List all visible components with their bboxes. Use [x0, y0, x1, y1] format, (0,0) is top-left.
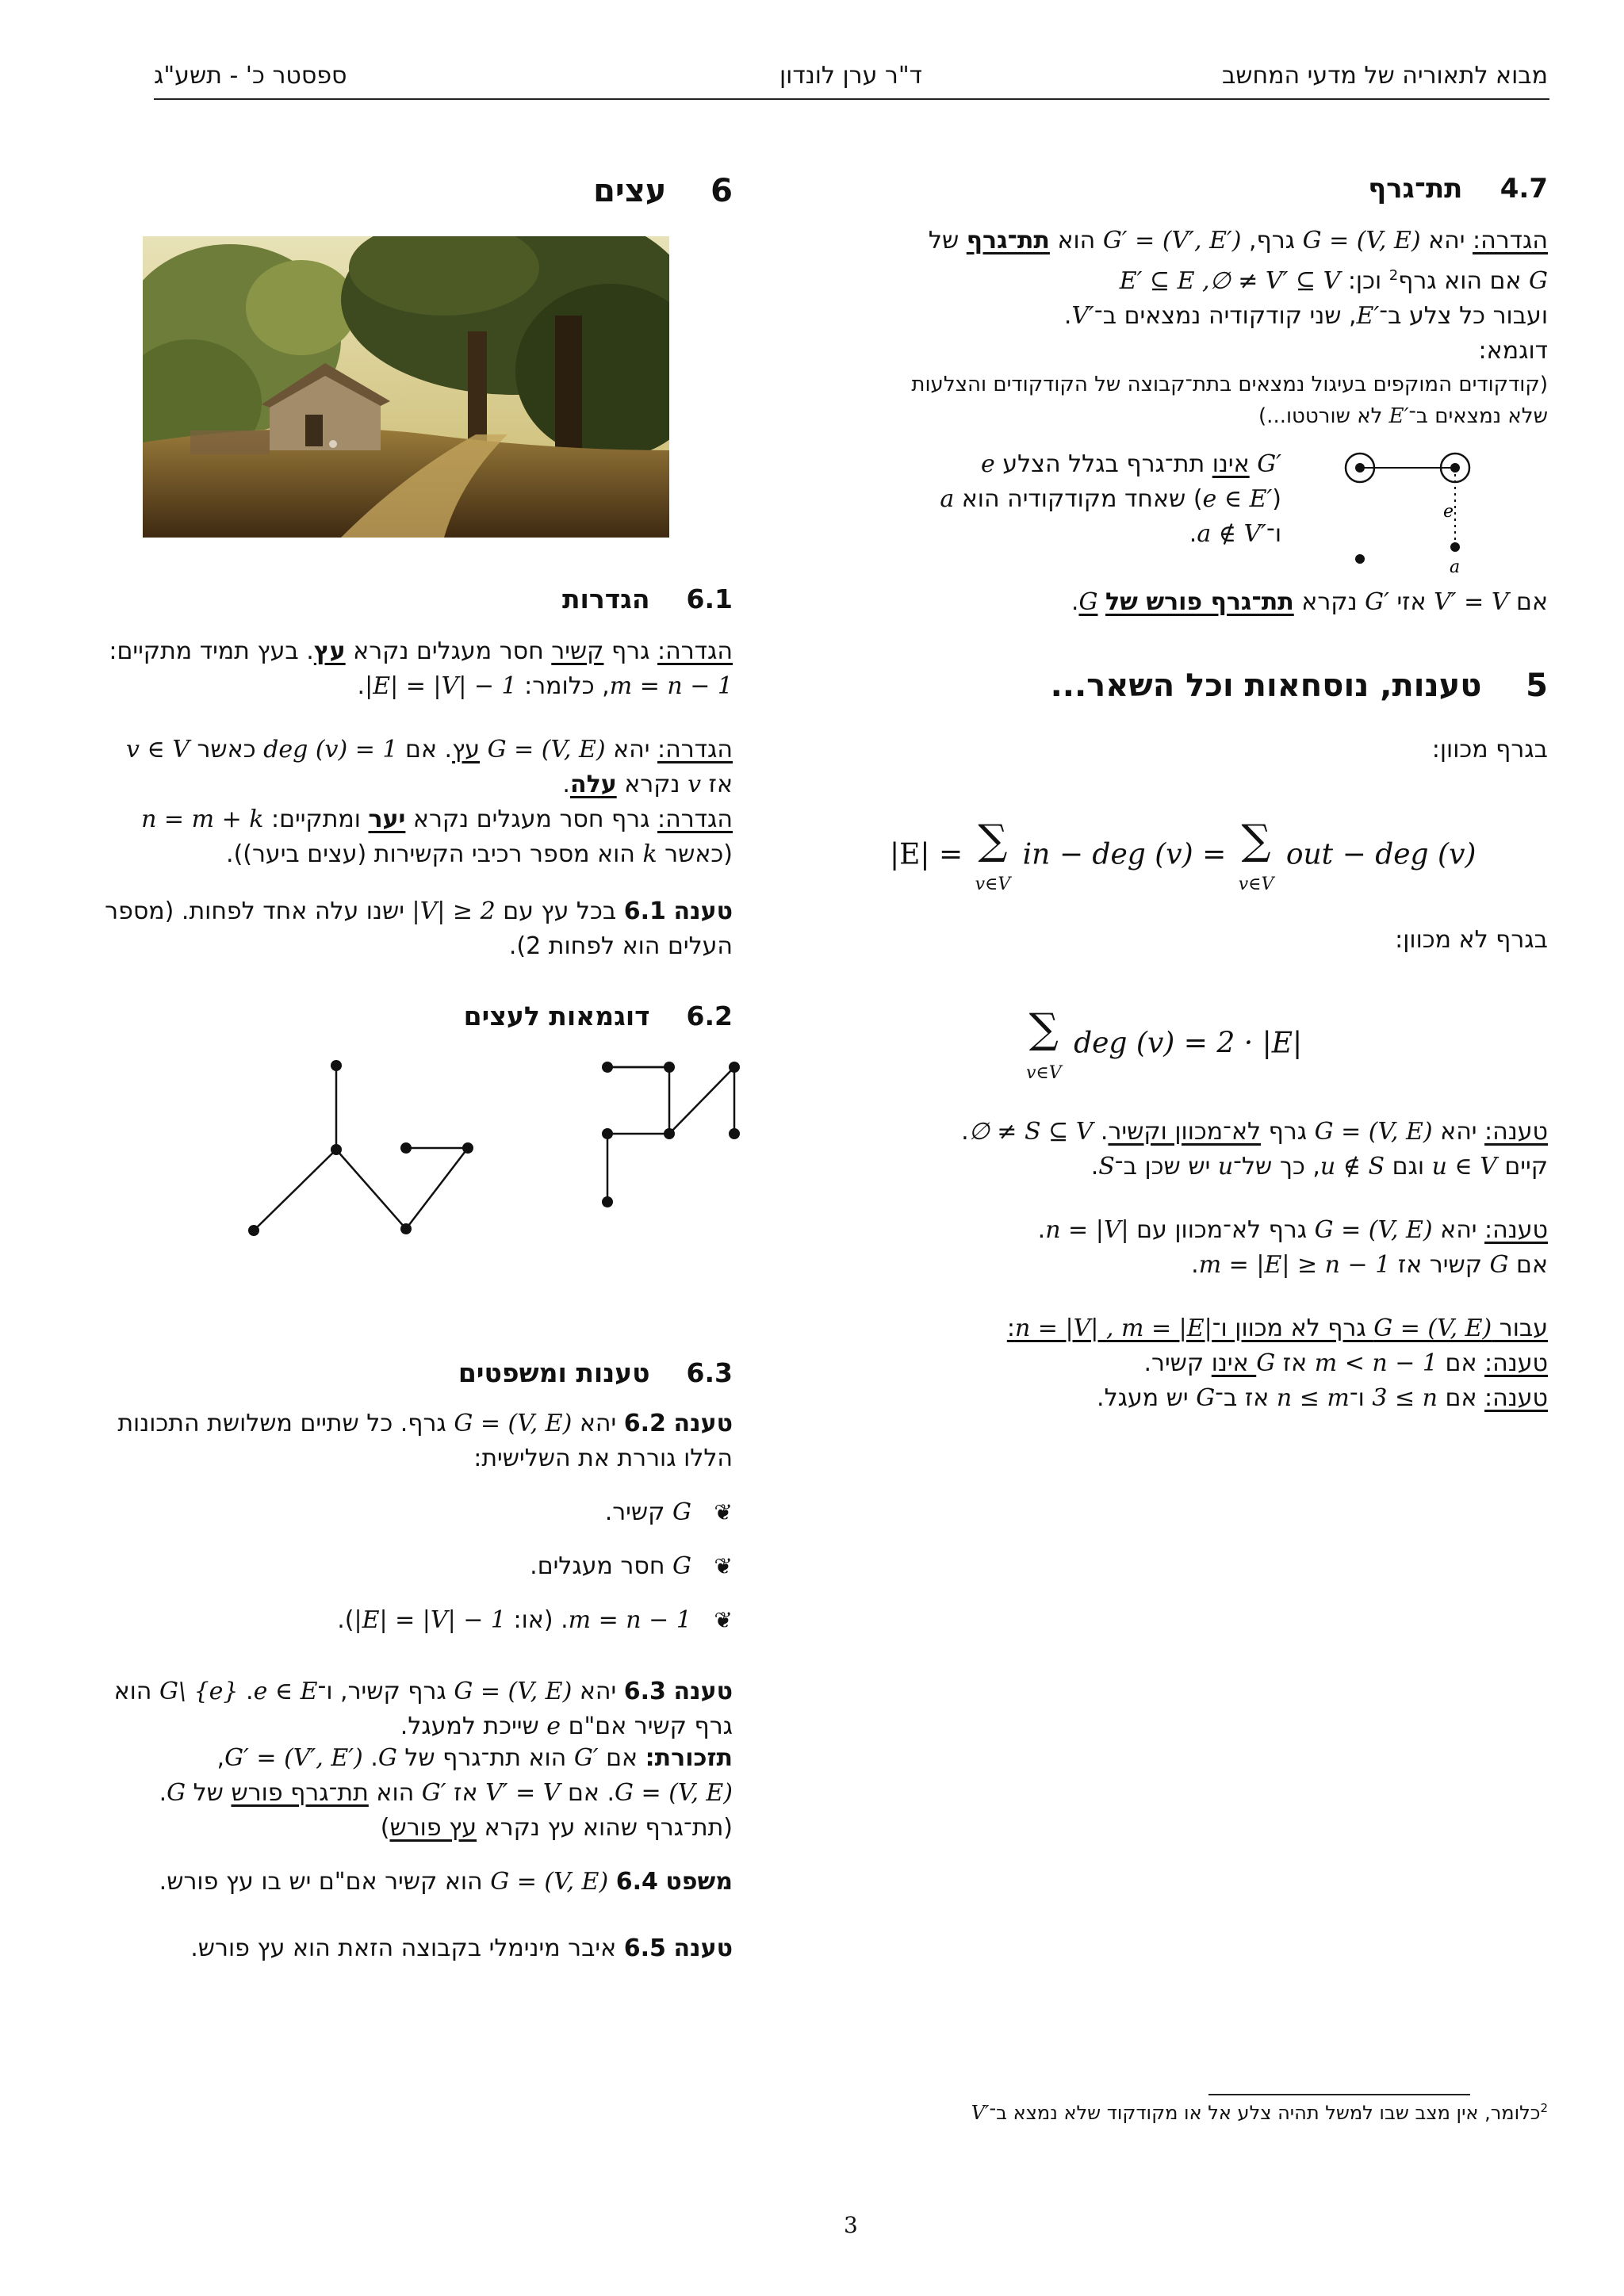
tree-vertex [729, 1128, 740, 1139]
tree-vertex [331, 1060, 342, 1071]
fleuron-bullet-icon: ❦ [714, 1607, 733, 1633]
vertex-label-a: a [1450, 557, 1461, 577]
graph-vertex [1450, 463, 1460, 473]
header-left: ספסטר כ' - תשע"ג [154, 62, 347, 90]
tree-examples-drawing [238, 1054, 745, 1253]
tree-vertex [729, 1062, 740, 1073]
directed-graph-label: בגרף מכוון: [1431, 736, 1548, 763]
tree-vertex [400, 1223, 412, 1234]
tree-vertex [664, 1062, 675, 1073]
tree-vertex [248, 1225, 259, 1236]
spanning-subgraph-definition: אם V′ = V אזי G′ נקרא תת־גרף פורש של G. [1071, 588, 1548, 616]
section-6-3-heading: 6.3 טענות ומשפטים [458, 1357, 733, 1388]
fleuron-bullet-icon: ❦ [714, 1553, 733, 1579]
tree-vertex [331, 1144, 342, 1155]
definition-tree: הגדרה: גרף קשיר חסר מעגלים נקרא עץ. בעץ תמיד מתקיים: m = n − 1, כלומר: |E| = |V| − 1. [109, 637, 733, 700]
section-4-7-heading: 4.7 תת־גרף [1368, 173, 1548, 205]
tree-vertex [462, 1142, 473, 1154]
header-center: ד"ר ערן לונדון [779, 62, 923, 90]
equation-directed-degrees: |E| = ∑ v∈V in − deg (v) = ∑ v∈V out − deg (v) [890, 817, 1477, 894]
section-6-2-heading: 6.2 דוגמאות לעצים [463, 1001, 733, 1031]
graph-vertex [1355, 463, 1365, 473]
tree-vertex [602, 1196, 613, 1207]
sum-symbol: ∑ [1028, 1005, 1059, 1053]
claim-edge-lower-bound: טענה: יהא G = (V, E) גרף לא־מכוון עם n = |V|. אם G קשיר אז m = |E| ≥ n − 1. [1037, 1216, 1548, 1279]
definitions-leaf-forest: הגדרה: יהא G = (V, E) עץ. אם deg (v) = 1 כאשר v ∈ V אז v נקרא עלה. הגדרה: גרף חסר מעגלים נקרא יער ומתקיים: n = m + k (כאשר k הוא מספר רכיבי הקשירות (עצים ביער)). [126, 736, 733, 868]
graph-vertex-a [1450, 542, 1460, 552]
reminder-spanning-tree: תזכורת: אם G′ הוא תת־גרף של G. G′ = (V′, E′), G = (V, E). אם V′ = V אז G′ הוא תת־גרף פורש של G. (תת־גרף שהוא עץ נקרא עץ פורש) [159, 1744, 733, 1842]
subgraph-example-explanation: G′ אינו תת־גרף בגלל הצלע e (e ∈ E′) שאחד מקודקודיה הוא a ו־a ∉ V′. [940, 450, 1281, 548]
fleuron-bullet-icon: ❦ [714, 1499, 733, 1525]
section-5-heading: 5 טענות, נוסחאות וכל השאר... [1050, 668, 1548, 704]
tree-vertex [400, 1142, 412, 1154]
footnote: $^2$כלומר, אין מצב שבו למשל תהיה צלע אל או מקודקוד שלא נמצא ב־V′ [971, 2101, 1548, 2124]
section-6-1-heading: 6.1 הגדרות [562, 584, 733, 614]
tree-vertex [664, 1128, 675, 1139]
header-right: מבוא לתאוריה של מדעי המחשב [1221, 62, 1548, 90]
claims-undirected-graph: עבור G = (V, E) גרף לא מכוון ו־n = |V| , m = |E|: טענה: אם m < n − 1 אז G אינו קשיר. טענה: אם 3 ≤ n ו־n ≤ m אז ב־G יש מעגל. [1006, 1314, 1548, 1412]
edge-label-e: e [1443, 502, 1454, 522]
claim-6-5: טענה 6.5 איבר מינימלי בקבוצה הזאת הוא עץ פורש. [190, 1934, 733, 1962]
forest-cabin-painting [143, 236, 669, 538]
claim-6-3: טענה 6.3 יהא G = (V, E) גרף קשיר, ו־e ∈ E. G\ {e} הוא גרף קשיר אם"ם e שייכת למעגל. [113, 1678, 733, 1740]
claim-6-2-properties: ❦ G קשיר. ❦ G חסר מעגלים. ❦ m = n − 1. (או: |E| = |V| − 1). [337, 1498, 733, 1634]
theorem-6-4: משפט 6.4 G = (V, E) הוא קשיר אם"ם יש בו עץ פורש. [159, 1868, 733, 1896]
sum-symbol: ∑ [1241, 817, 1271, 864]
claim-6-2: טענה 6.2 יהא G = (V, E) גרף. כל שתיים משלושת התכונות הללו גוררת את השלישית: [117, 1410, 733, 1472]
section-6-heading: 6 עצים [593, 173, 733, 209]
subgraph-example-graph [1324, 444, 1475, 579]
footnote-rule [1208, 2094, 1470, 2095]
claim-connected-neighbor: טענה: יהא G = (V, E) גרף לא־מכוון וקשיר. ∅ ≠ S ⊆ V. קיים u ∈ V וגם u ∉ S, כך של־u יש שכן ב־S. [961, 1118, 1548, 1181]
undirected-graph-label: בגרף לא מכוון: [1395, 926, 1548, 954]
page-number: 3 [844, 2212, 858, 2238]
equation-handshake: ∑ v∈V deg (v) = 2 · |E| [1026, 1005, 1303, 1083]
claim-6-1: טענה 6.1 בכל עץ עם |V| ≥ 2 ישנו עלה אחד לפחות. (מספר העלים הוא לפחות 2). [105, 897, 733, 960]
header-rule [154, 98, 1549, 100]
tree-vertex [602, 1062, 613, 1073]
sum-symbol: ∑ [978, 817, 1008, 864]
definition-subgraph: הגדרה: יהא G = (V, E) גרף, G′ = (V′, E′) הוא תת־גרף של G אם הוא גרף$^2$ וכן: E′ ⊆ E ,∅ ≠ V′ ⊆ V ועבור כל צלע ב־E′, שני קודקודיה נמצאים ב־V′. דוגמא: (קודקודים המוקפים בעיגול נמצאים בתת־קבוצה של הקודקודים והצלעות שלא נמצאים ב־E′ לא שורטטו...) [911, 227, 1548, 428]
tree-vertex [602, 1128, 613, 1139]
graph-vertex [1355, 554, 1365, 564]
